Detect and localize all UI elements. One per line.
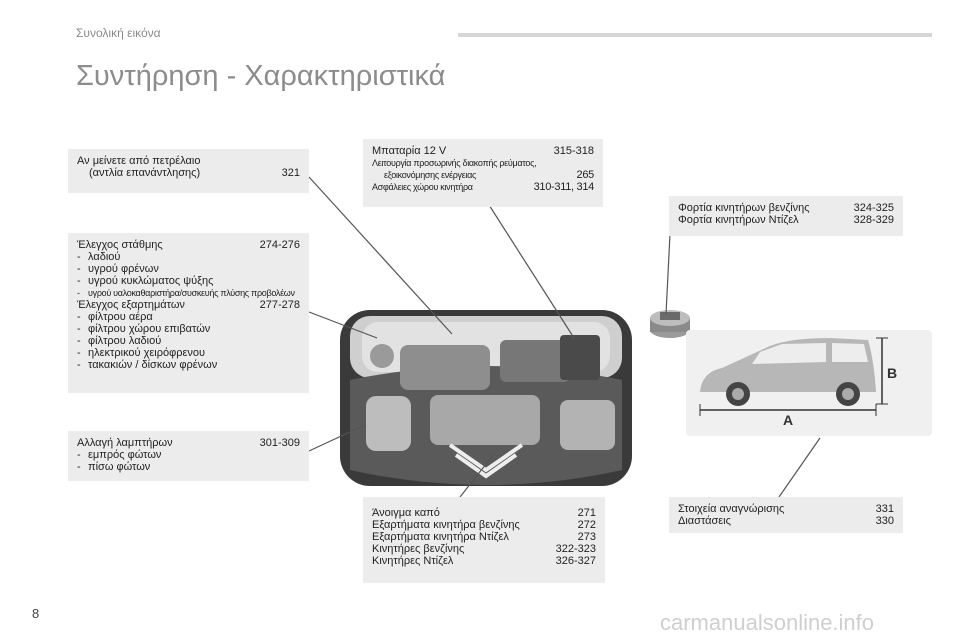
car-image bbox=[686, 330, 932, 436]
list-item: Διαστάσεις 330 bbox=[678, 515, 894, 527]
section-header: Συνολική εικόνα bbox=[76, 26, 161, 40]
levels-title: Έλεγχος στάθμης bbox=[77, 239, 163, 251]
list-item: - φίλτρου λαδιού bbox=[77, 335, 162, 347]
list-item: Στοιχεία αναγνώρισης 331 bbox=[678, 503, 894, 515]
list-item: Φορτία κινητήρων βενζίνης 324-325 bbox=[678, 202, 894, 214]
list-item: - υγρού υαλοκαθαριστήρα/συσκευής πλύσης προβολέων bbox=[77, 288, 295, 298]
lamps-pages: 301-309 bbox=[259, 437, 300, 449]
list-item: Άνοιγμα καπό 271 bbox=[372, 507, 596, 519]
identification-box bbox=[669, 497, 903, 533]
height-label: B bbox=[887, 365, 898, 381]
battery-line4: Ασφάλειες χώρου κινητήρα bbox=[372, 182, 473, 192]
lamps-title: Αλλαγή λαμπτήρων bbox=[77, 437, 173, 449]
page-title: Συντήρηση - Χαρακτηριστικά bbox=[76, 60, 446, 92]
fuel-page: 321 bbox=[281, 167, 300, 179]
battery-line1: Μπαταρία 12 V bbox=[372, 145, 447, 157]
parts-title: Έλεγχος εξαρτημάτων bbox=[77, 299, 185, 311]
battery-line2: Λειτουργία προσωρινής διακοπής ρεύματος, bbox=[372, 158, 537, 168]
list-item: Φορτία κινητήρων Ντίζελ 328-329 bbox=[678, 214, 894, 226]
length-label: A bbox=[783, 412, 794, 428]
battery-page1: 315-318 bbox=[553, 145, 594, 157]
list-item: Κινητήρες βενζίνης 322-323 bbox=[372, 543, 596, 555]
checks-box bbox=[68, 233, 309, 393]
list-item: - υγρού φρένων bbox=[77, 263, 159, 275]
list-item: - λαδιού bbox=[77, 251, 121, 263]
fuel-filler-image bbox=[650, 310, 690, 338]
parts-pages: 277-278 bbox=[259, 299, 300, 311]
battery-page3: 265 bbox=[576, 169, 594, 181]
engine-bay-image bbox=[340, 310, 632, 486]
fuel-box bbox=[68, 149, 309, 193]
list-item: Κινητήρες Ντίζελ 326-327 bbox=[372, 555, 596, 567]
list-item: - ηλεκτρικού χειρόφρενου bbox=[77, 347, 206, 359]
list-item: - εμπρός φώτων bbox=[77, 449, 162, 461]
lamps-box bbox=[68, 431, 309, 481]
battery-box bbox=[363, 139, 603, 207]
fuel-line2: (αντλία επανάντλησης) bbox=[89, 167, 201, 179]
list-item: Εξαρτήματα κινητήρα Ντίζελ 273 bbox=[372, 531, 596, 543]
fuel-line1: Αν μείνετε από πετρέλαιο bbox=[77, 155, 201, 167]
list-item: - φίλτρου χώρου επιβατών bbox=[77, 323, 211, 335]
list-item: - φίλτρου αέρα bbox=[77, 311, 153, 323]
battery-line3: εξοικονόμησης ενέργειας bbox=[384, 170, 477, 180]
battery-page4: 310-311, 314 bbox=[533, 181, 594, 193]
list-item: Εξαρτήματα κινητήρα βενζίνης 272 bbox=[372, 519, 596, 531]
page-number: 8 bbox=[32, 606, 40, 621]
loads-box bbox=[669, 196, 903, 236]
list-item: - πίσω φώτων bbox=[77, 461, 151, 473]
levels-pages: 274-276 bbox=[259, 239, 300, 251]
bonnet-box bbox=[363, 497, 605, 583]
list-item: - υγρού κυκλώματος ψύξης bbox=[77, 275, 214, 287]
list-item: - τακακιών / δίσκων φρένων bbox=[77, 359, 218, 371]
watermark: carmanualsonline.info bbox=[660, 610, 875, 635]
